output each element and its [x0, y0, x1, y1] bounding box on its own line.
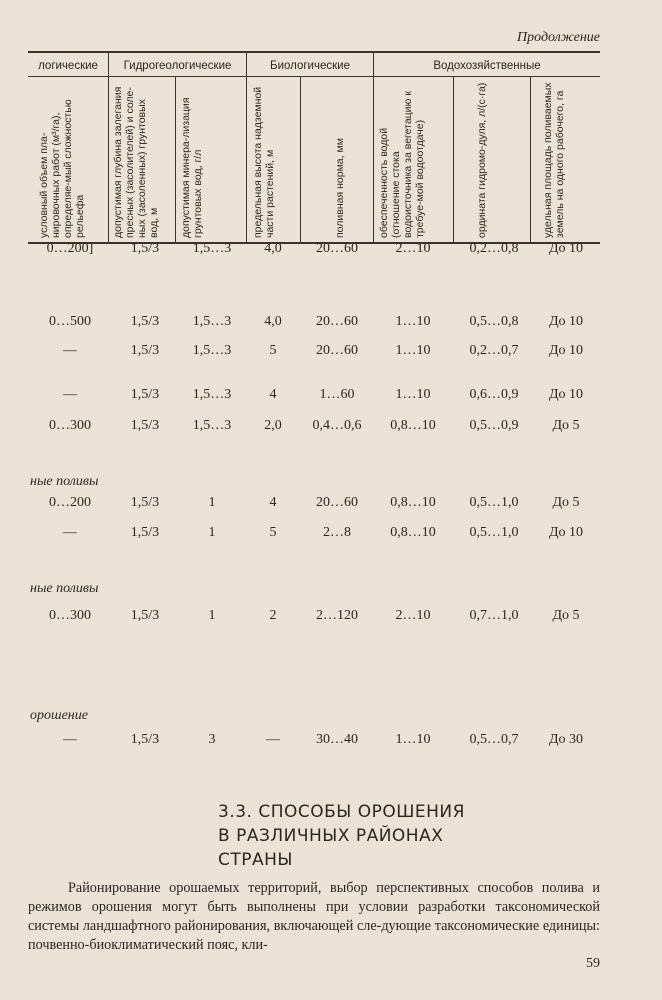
- table-cell: 1…10: [395, 387, 431, 402]
- section-label: ные поливы: [30, 581, 99, 596]
- continued-label: Продолжение: [517, 30, 600, 45]
- column-divider: [453, 77, 454, 243]
- group-divider: [373, 53, 374, 243]
- table-cell: 0,5…0,9: [469, 418, 519, 433]
- table-cell: 1…10: [395, 343, 431, 358]
- table-cell: 0,5…1,0: [469, 525, 519, 540]
- table-cell: 2…10: [395, 608, 431, 623]
- table-cell: 0,5…0,8: [469, 314, 519, 329]
- heading-line: 3.3. СПОСОБЫ ОРОШЕНИЯ: [218, 802, 465, 822]
- table-cell: 0,8…10: [390, 418, 436, 433]
- table-cell: 0…300: [49, 418, 91, 433]
- table-cell: До 30: [548, 732, 584, 747]
- column-header: удельная площадь поливаемых земель на одного рабочего, га: [542, 82, 566, 238]
- table-cell: 0,8…10: [390, 525, 436, 540]
- table-cell: 1,5…3: [192, 387, 232, 402]
- table-cell: 3: [208, 732, 216, 747]
- table-cell: 1…10: [395, 314, 431, 329]
- table-cell: 1,5/3: [130, 418, 160, 433]
- column-divider: [300, 77, 301, 243]
- table-cell: 1…60: [319, 387, 355, 402]
- table-cell: 1,5/3: [130, 525, 160, 540]
- table-cell: 0…300: [49, 608, 91, 623]
- table-cell: 1,5…3: [192, 241, 232, 256]
- table-cell: 1,5…3: [192, 343, 232, 358]
- table-cell: 0,2…0,8: [469, 241, 519, 256]
- column-header: поливная норма, мм: [334, 138, 346, 238]
- table-cell: 0…500: [49, 314, 91, 329]
- column-header: условный объем пла-нировочных работ (м³/га), определяе-мый сложностью рельефа: [38, 99, 86, 238]
- group-header-logical: логические: [38, 60, 98, 72]
- group-header-rule: [28, 76, 600, 77]
- table-cell: 30…40: [316, 732, 358, 747]
- table-cell: 20…60: [316, 495, 358, 510]
- table-cell: 2: [269, 608, 277, 623]
- table-cell: До 5: [552, 495, 580, 510]
- page-number: 59: [586, 956, 600, 971]
- group-divider: [108, 53, 109, 243]
- table-cell: —: [63, 732, 77, 747]
- column-header: предельная высота надземной части растений, м: [252, 86, 276, 238]
- table-cell: До 10: [548, 241, 584, 256]
- table-cell: 1: [208, 495, 216, 510]
- table-cell: 1,5/3: [130, 608, 160, 623]
- table-cell: 2…10: [395, 241, 431, 256]
- table-cell: 0,2…0,7: [469, 343, 519, 358]
- section-label: орошение: [30, 708, 88, 723]
- column-header: ордината гидромо-дуля, л/(с·га): [476, 82, 488, 238]
- group-header-water-management: Водохозяйственные: [433, 60, 541, 72]
- column-header: допустимая минера-лизация грунтовых вод, г/л: [180, 97, 204, 238]
- column-header: обеспеченность водой (отношение стока водоисточника за вегетацию к требуе-мой водоотдаче): [378, 91, 426, 238]
- column-header: допустимая глубина залегания пресных (засолителей) и соле-ных (засоленных) грунтовых вод, м: [112, 86, 160, 238]
- table-cell: 5: [269, 525, 277, 540]
- table-cell: 0…200]: [46, 241, 94, 256]
- column-divider: [530, 77, 531, 243]
- table-cell: 1,5…3: [192, 314, 232, 329]
- table-cell: 4,0: [264, 241, 282, 256]
- body-paragraph: Районирование орошаемых территорий, выбор перспективных способов полива и режимов орошения могут быть выполнены при условии разработки таксономической системы ландшафтного районирования, включающей сле-дующие таксономические единицы: почвенно-биоклиматический пояс, кли-: [28, 880, 600, 953]
- group-divider: [246, 53, 247, 243]
- table-cell: 1: [208, 608, 216, 623]
- table-cell: 0,5…1,0: [469, 495, 519, 510]
- table-cell: 0,7…1,0: [469, 608, 519, 623]
- table-cell: —: [266, 732, 280, 747]
- table-cell: 1,5/3: [130, 495, 160, 510]
- table-cell: 20…60: [316, 343, 358, 358]
- table-cell: 1,5/3: [130, 343, 160, 358]
- table-cell: 20…60: [316, 241, 358, 256]
- group-header-hydrogeological: Гидрогеологические: [123, 60, 232, 72]
- table-cell: 0,4…0,6: [312, 418, 362, 433]
- section-label: ные поливы: [30, 474, 99, 489]
- table-cell: 1…10: [395, 732, 431, 747]
- table-cell: До 10: [548, 387, 584, 402]
- table-cell: До 10: [548, 525, 584, 540]
- table-cell: 0,8…10: [390, 495, 436, 510]
- table-cell: 1,5/3: [130, 314, 160, 329]
- table-cell: 4,0: [264, 314, 282, 329]
- table-cell: До 10: [548, 343, 584, 358]
- table-cell: 1,5…3: [192, 418, 232, 433]
- heading-line: СТРАНЫ: [218, 850, 293, 870]
- column-divider: [175, 77, 176, 243]
- section-heading: [218, 800, 465, 872]
- table-cell: —: [63, 343, 77, 358]
- table-cell: 4: [269, 495, 277, 510]
- table-cell: 1,5/3: [130, 387, 160, 402]
- table-cell: 0…200: [49, 495, 91, 510]
- table-cell: До 5: [552, 608, 580, 623]
- table-cell: —: [63, 387, 77, 402]
- table-cell: 1,5/3: [130, 241, 160, 256]
- table-cell: 2…120: [316, 608, 358, 623]
- table-cell: До 5: [552, 418, 580, 433]
- group-header-biological: Биологические: [270, 60, 350, 72]
- heading-line: В РАЗЛИЧНЫХ РАЙОНАХ: [218, 826, 444, 846]
- table-top-rule: [28, 51, 600, 53]
- table-cell: 2,0: [264, 418, 282, 433]
- table-cell: До 10: [548, 314, 584, 329]
- table-cell: 20…60: [316, 314, 358, 329]
- table-cell: 0,6…0,9: [469, 387, 519, 402]
- table-cell: —: [63, 525, 77, 540]
- table-cell: 1: [208, 525, 216, 540]
- table-cell: 0,5…0,7: [469, 732, 519, 747]
- table-cell: 1,5/3: [130, 732, 160, 747]
- table-cell: 4: [269, 387, 277, 402]
- table-cell: 5: [269, 343, 277, 358]
- table-cell: 2…8: [323, 525, 351, 540]
